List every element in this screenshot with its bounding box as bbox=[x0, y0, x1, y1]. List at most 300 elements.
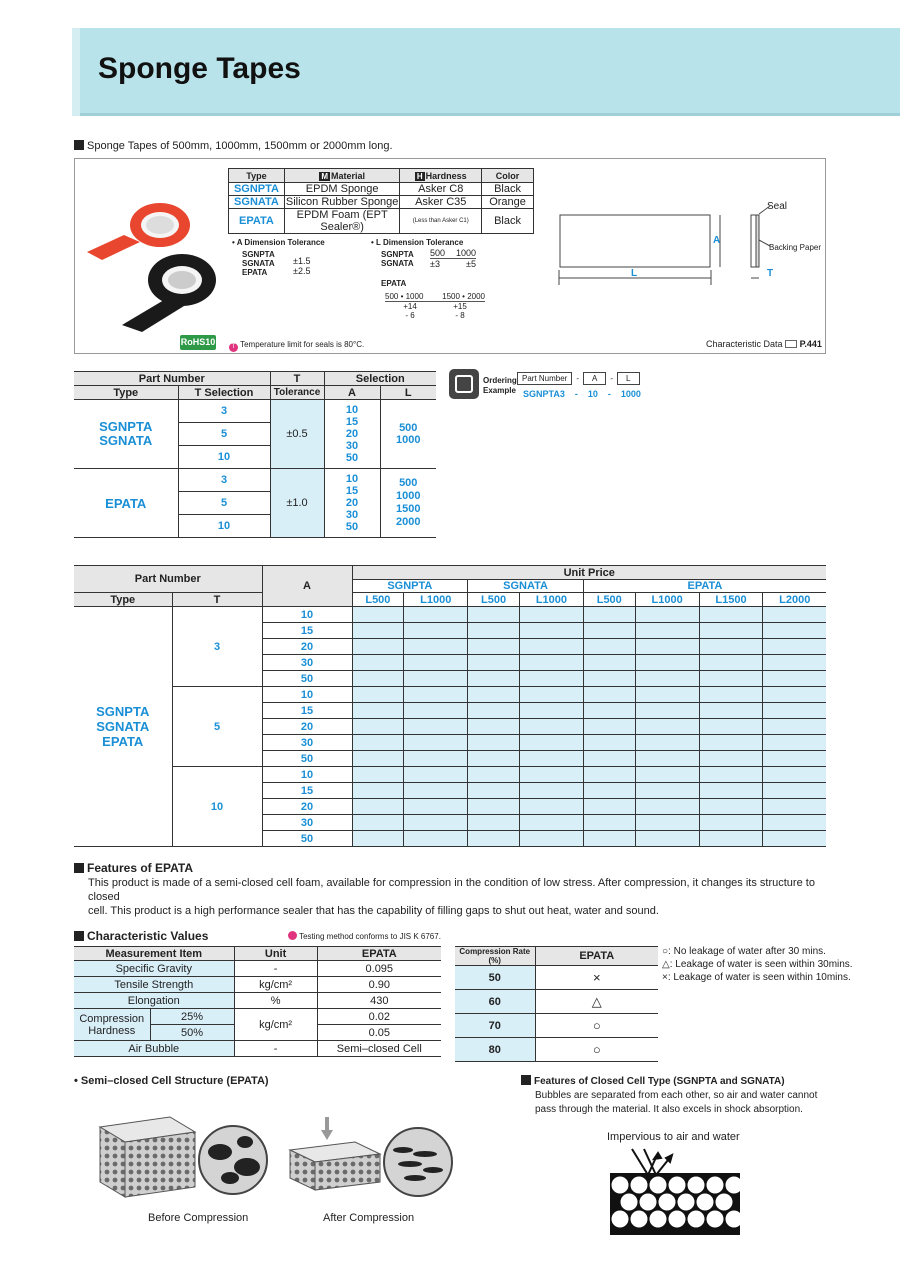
rohs-badge bbox=[180, 335, 216, 350]
price-cell bbox=[519, 767, 583, 783]
price-cell bbox=[635, 783, 699, 799]
l-tolerance-grid bbox=[430, 248, 476, 269]
compression-row bbox=[455, 966, 658, 990]
cv-header-epata: EPATA bbox=[317, 947, 441, 961]
cv-comp-value: 0.02 bbox=[317, 1009, 441, 1025]
price-cell bbox=[352, 735, 404, 751]
dimension-diagram bbox=[555, 200, 820, 305]
price-cell bbox=[404, 671, 468, 687]
ordering-example-l: 1000 bbox=[620, 389, 641, 399]
sel-a: 20 bbox=[345, 497, 359, 509]
section-marker bbox=[74, 140, 84, 150]
tape-rolls-image bbox=[82, 190, 222, 335]
a-tolerance-title: • A Dimension Tolerance bbox=[232, 238, 325, 247]
price-t: 5 bbox=[172, 687, 262, 767]
price-cell bbox=[763, 671, 826, 687]
price-cell bbox=[635, 767, 699, 783]
sel-header-t-selection: T Selection bbox=[178, 386, 270, 400]
before-compression-image bbox=[95, 1112, 270, 1207]
ordering-phone-icon bbox=[449, 369, 479, 399]
legend-item bbox=[662, 945, 853, 958]
features-epata-text bbox=[88, 876, 828, 918]
price-a: 15 bbox=[262, 783, 352, 799]
price-a: 20 bbox=[262, 799, 352, 815]
price-cell bbox=[468, 623, 520, 639]
char-data-label: Characteristic Data bbox=[706, 339, 783, 349]
price-cell bbox=[635, 671, 699, 687]
sel-l: 500 bbox=[399, 422, 418, 434]
price-a: 50 bbox=[262, 831, 352, 847]
compression-result: △ bbox=[535, 990, 658, 1014]
after-compression-image bbox=[285, 1112, 460, 1207]
price-cell bbox=[404, 831, 468, 847]
price-cell bbox=[519, 623, 583, 639]
sel-t: 3 bbox=[178, 469, 270, 492]
price-cell bbox=[519, 607, 583, 623]
price-cell bbox=[635, 655, 699, 671]
price-cell bbox=[583, 799, 635, 815]
price-cell bbox=[763, 799, 826, 815]
price-cell bbox=[404, 783, 468, 799]
sel-l: 1500 bbox=[396, 503, 421, 515]
char-values-title-text: Characteristic Values bbox=[87, 929, 209, 943]
price-cell bbox=[404, 687, 468, 703]
price-cell bbox=[699, 655, 763, 671]
l-tol-epata-minus: - 8 bbox=[455, 311, 465, 320]
features-epata-line: This product is made of a semi-closed cell foam, available for compression in the condition of low stress. After compression, it changes its structure to closed bbox=[88, 877, 815, 903]
l-tol-col: 1000 bbox=[455, 248, 476, 258]
price-cell bbox=[352, 783, 404, 799]
legend-item bbox=[662, 958, 853, 971]
cv-comp-value: 0.05 bbox=[317, 1025, 441, 1041]
rohs-label: RoHS10 bbox=[180, 337, 216, 347]
price-cell bbox=[635, 735, 699, 751]
spec-color: Black bbox=[482, 209, 534, 234]
cv-comp-unit: kg/cm² bbox=[234, 1009, 317, 1041]
closed-cell-line: pass through the material. It also excels in shock absorption. bbox=[535, 1104, 803, 1115]
price-header-type: Type bbox=[74, 593, 172, 607]
price-col-header: L500 bbox=[352, 593, 404, 607]
price-cell bbox=[519, 671, 583, 687]
sel-tolerance: ±1.0 bbox=[270, 469, 324, 538]
tape-strip-shape bbox=[560, 215, 710, 267]
price-cell bbox=[583, 703, 635, 719]
price-a: 10 bbox=[262, 687, 352, 703]
price-a: 30 bbox=[262, 655, 352, 671]
sel-type: SGNPTA bbox=[99, 419, 153, 434]
compression-rate: 50 bbox=[455, 966, 535, 990]
price-cell bbox=[468, 751, 520, 767]
l-tol-epata-col: 500 • 1000 bbox=[385, 292, 424, 301]
price-table bbox=[74, 565, 826, 847]
ordering-box-l: L bbox=[617, 372, 639, 385]
price-cell bbox=[699, 671, 763, 687]
sel-l: 1000 bbox=[396, 434, 421, 446]
sel-row bbox=[74, 469, 436, 492]
spec-header-type: Type bbox=[229, 169, 285, 183]
price-cell bbox=[404, 655, 468, 671]
price-cell bbox=[352, 703, 404, 719]
spec-header-hardness-label: Hardness bbox=[425, 170, 467, 181]
backing-paper-shape bbox=[756, 215, 759, 267]
sel-t: 5 bbox=[178, 423, 270, 446]
after-compression-label: After Compression bbox=[323, 1212, 415, 1224]
sel-t: 10 bbox=[178, 515, 270, 538]
price-cell bbox=[352, 671, 404, 687]
l-tolerance-types bbox=[381, 250, 414, 268]
compression-rate: 80 bbox=[455, 1038, 535, 1062]
sel-a: 10 bbox=[345, 473, 359, 485]
l-tol-col: 500 bbox=[430, 248, 446, 258]
price-t: 10 bbox=[172, 767, 262, 847]
price-cell bbox=[763, 719, 826, 735]
price-type: EPATA bbox=[102, 734, 144, 749]
sel-row bbox=[74, 400, 436, 423]
cv-item: Elongation bbox=[74, 993, 234, 1009]
compression-header-rate: Compression Rate (%) bbox=[455, 947, 535, 966]
price-cell bbox=[352, 767, 404, 783]
price-cell bbox=[519, 687, 583, 703]
price-cell bbox=[583, 671, 635, 687]
price-t: 3 bbox=[172, 607, 262, 687]
price-cell bbox=[519, 639, 583, 655]
l-label: L bbox=[631, 268, 638, 279]
spec-row bbox=[229, 183, 534, 196]
tape-side-profile bbox=[751, 215, 756, 267]
price-cell bbox=[468, 687, 520, 703]
price-a: 10 bbox=[262, 767, 352, 783]
l-tol-epata-minus: - 6 bbox=[405, 311, 415, 320]
price-series-epata: EPATA bbox=[583, 580, 826, 593]
char-data-ref bbox=[706, 339, 822, 349]
sel-l-cell bbox=[380, 469, 436, 538]
price-cell bbox=[352, 655, 404, 671]
price-col-header: L2000 bbox=[763, 593, 826, 607]
cv-unit: % bbox=[234, 993, 317, 1009]
price-cell bbox=[699, 639, 763, 655]
l-tol-epata-plus: +14 bbox=[403, 302, 417, 311]
cv-row bbox=[74, 1041, 441, 1057]
price-cell bbox=[635, 623, 699, 639]
price-cell bbox=[583, 831, 635, 847]
a-tolerance-types bbox=[242, 250, 275, 277]
closed-cell-title-text: Features of Closed Cell Type (SGNPTA and SGNATA) bbox=[534, 1076, 785, 1087]
price-cell bbox=[635, 751, 699, 767]
spec-header-color: Color bbox=[482, 169, 534, 183]
price-col-header: L1500 bbox=[699, 593, 763, 607]
price-cell bbox=[352, 831, 404, 847]
price-a: 20 bbox=[262, 719, 352, 735]
selection-table bbox=[74, 371, 436, 538]
backing-paper-label: Backing Paper bbox=[769, 243, 822, 252]
spec-header-material-label: Material bbox=[330, 170, 365, 181]
hardness-badge: H bbox=[416, 171, 423, 181]
compression-row bbox=[455, 990, 658, 1014]
page-ref-icon bbox=[785, 340, 797, 348]
deflect-arrows-icon bbox=[632, 1149, 672, 1175]
l-tol-epata-label: EPATA bbox=[381, 279, 407, 288]
page-title: Sponge Tapes bbox=[98, 52, 301, 85]
price-cell bbox=[468, 671, 520, 687]
cv-header-unit: Unit bbox=[234, 947, 317, 961]
cv-compression-line: Compression bbox=[79, 1012, 145, 1025]
price-cell bbox=[763, 783, 826, 799]
cv-row bbox=[74, 977, 441, 993]
price-cell bbox=[583, 623, 635, 639]
closed-cell-text bbox=[535, 1089, 817, 1117]
t-label: T bbox=[767, 268, 774, 279]
a-tol-value: ±1.5 bbox=[293, 256, 311, 266]
cv-row bbox=[74, 993, 441, 1009]
price-a: 20 bbox=[262, 639, 352, 655]
a-tol-type: EPATA bbox=[242, 268, 268, 277]
price-header-part-number: Part Number bbox=[74, 566, 262, 593]
price-cell bbox=[352, 751, 404, 767]
closed-cell-title bbox=[521, 1075, 785, 1087]
sel-header-part-number: Part Number bbox=[74, 372, 270, 386]
price-cell bbox=[635, 831, 699, 847]
sel-header-tolerance: Tolerance bbox=[270, 386, 324, 400]
sel-type: EPATA bbox=[105, 495, 147, 511]
testing-note bbox=[288, 931, 441, 941]
cv-unit: - bbox=[234, 961, 317, 977]
price-type-cell bbox=[74, 607, 172, 847]
compression-row bbox=[455, 1038, 658, 1062]
ordering-format bbox=[517, 372, 640, 385]
price-col-header: L500 bbox=[583, 593, 635, 607]
l-tol-value: ±3 bbox=[430, 259, 440, 269]
price-cell bbox=[763, 735, 826, 751]
spec-hardness: (Less than Asker C1) bbox=[400, 209, 482, 234]
spec-type: SGNATA bbox=[229, 196, 285, 209]
a-tol-type: SGNATA bbox=[242, 259, 275, 268]
price-cell bbox=[468, 815, 520, 831]
l-tol-value: ±5 bbox=[466, 259, 476, 269]
intro-line bbox=[74, 140, 393, 152]
compression-row bbox=[455, 1014, 658, 1038]
price-a: 50 bbox=[262, 671, 352, 687]
l-tol-type: SGNATA bbox=[381, 259, 414, 268]
compression-rate: 70 bbox=[455, 1014, 535, 1038]
price-header-t: T bbox=[172, 593, 262, 607]
price-cell bbox=[583, 655, 635, 671]
cv-item: Specific Gravity bbox=[74, 961, 234, 977]
price-cell bbox=[519, 799, 583, 815]
price-a: 30 bbox=[262, 815, 352, 831]
sel-l-cell bbox=[380, 400, 436, 469]
price-cell bbox=[352, 799, 404, 815]
compression-header-epata: EPATA bbox=[535, 947, 658, 966]
ordering-example-sep: - bbox=[607, 389, 611, 399]
sel-a: 20 bbox=[345, 428, 359, 440]
impervious-label: Impervious to air and water bbox=[607, 1131, 740, 1143]
price-cell bbox=[699, 815, 763, 831]
price-cell bbox=[404, 623, 468, 639]
ordering-example-sep: - bbox=[574, 389, 578, 399]
spec-table bbox=[228, 168, 534, 234]
price-cell bbox=[583, 735, 635, 751]
a-tol-value: ±2.5 bbox=[293, 266, 311, 276]
temperature-note bbox=[229, 340, 364, 352]
price-cell bbox=[699, 783, 763, 799]
intro-text: Sponge Tapes of 500mm, 1000mm, 1500mm or 2000mm long. bbox=[87, 140, 393, 152]
a-label: A bbox=[713, 235, 721, 246]
price-cell bbox=[404, 735, 468, 751]
closed-cell-diagram bbox=[610, 1145, 740, 1235]
compression-result: × bbox=[535, 966, 658, 990]
price-col-header: L1000 bbox=[635, 593, 699, 607]
ordering-sep: - bbox=[610, 374, 614, 383]
price-cell bbox=[404, 719, 468, 735]
l-tol-epata-plus: +15 bbox=[453, 302, 467, 311]
price-cell bbox=[519, 719, 583, 735]
price-cell bbox=[583, 639, 635, 655]
ordering-example bbox=[523, 389, 641, 399]
features-epata-title-text: Features of EPATA bbox=[87, 861, 194, 875]
price-cell bbox=[635, 815, 699, 831]
price-cell bbox=[352, 687, 404, 703]
sel-a-cell bbox=[324, 469, 380, 538]
ordering-example-a: 10 bbox=[587, 389, 598, 399]
price-cell bbox=[352, 623, 404, 639]
price-cell bbox=[352, 719, 404, 735]
l-tolerance-title: • L Dimension Tolerance bbox=[371, 238, 464, 247]
price-series-sgnata: SGNATA bbox=[468, 580, 584, 593]
ordering-label bbox=[483, 376, 517, 396]
section-marker bbox=[74, 863, 84, 873]
price-cell bbox=[519, 751, 583, 767]
price-cell bbox=[583, 767, 635, 783]
price-col-header: L500 bbox=[468, 593, 520, 607]
price-row bbox=[74, 607, 826, 623]
price-row bbox=[74, 687, 826, 703]
sel-l: 1000 bbox=[396, 490, 421, 502]
price-cell bbox=[699, 799, 763, 815]
price-cell bbox=[763, 655, 826, 671]
price-cell bbox=[763, 607, 826, 623]
legend-item bbox=[662, 971, 853, 984]
closed-cell-bubbles bbox=[611, 1176, 740, 1228]
char-values-table bbox=[74, 946, 441, 1057]
cv-value: 430 bbox=[317, 993, 441, 1009]
char-data-page[interactable]: P.441 bbox=[799, 339, 822, 349]
spec-header-material bbox=[284, 169, 399, 183]
price-cell bbox=[763, 623, 826, 639]
price-cell bbox=[352, 607, 404, 623]
price-a: 30 bbox=[262, 735, 352, 751]
semi-closed-title: • Semi–closed Cell Structure (EPATA) bbox=[74, 1075, 269, 1087]
price-row bbox=[74, 767, 826, 783]
sel-l: 500 bbox=[399, 477, 418, 489]
price-cell bbox=[699, 719, 763, 735]
section-marker bbox=[74, 931, 84, 941]
section-marker bbox=[521, 1075, 531, 1085]
compression-table bbox=[455, 946, 658, 1062]
price-cell bbox=[583, 815, 635, 831]
price-cell bbox=[635, 719, 699, 735]
sel-a: 15 bbox=[345, 485, 359, 497]
price-cell bbox=[404, 639, 468, 655]
price-cell bbox=[763, 815, 826, 831]
price-series-sgnpta: SGNPTA bbox=[352, 580, 468, 593]
sel-a-cell bbox=[324, 400, 380, 469]
price-cell bbox=[404, 607, 468, 623]
price-col-header: L1000 bbox=[519, 593, 583, 607]
spec-material: Silicon Rubber Sponge bbox=[285, 196, 399, 208]
cv-value: 0.90 bbox=[317, 977, 441, 993]
price-cell bbox=[583, 783, 635, 799]
spec-header-hardness bbox=[400, 169, 482, 183]
legend-symbol: × bbox=[662, 972, 668, 983]
price-cell bbox=[519, 831, 583, 847]
legend-text: : Leakage of water is seen within 10mins. bbox=[667, 972, 851, 983]
temperature-note-text: Temperature limit for seals is 80°C. bbox=[240, 340, 365, 349]
sel-a: 50 bbox=[345, 521, 359, 533]
price-type: SGNPTA bbox=[96, 704, 150, 719]
sel-t: 5 bbox=[178, 492, 270, 515]
price-cell bbox=[763, 687, 826, 703]
legend-symbol: △ bbox=[662, 959, 670, 970]
features-epata-line: cell. This product is a high performance sealer that has the capability of filling gaps to shut out heat, water and sound. bbox=[88, 905, 659, 917]
sel-a: 10 bbox=[345, 404, 359, 416]
price-cell bbox=[519, 703, 583, 719]
spec-hardness: Asker C35 bbox=[400, 196, 482, 209]
price-cell bbox=[519, 735, 583, 751]
price-a: 10 bbox=[262, 607, 352, 623]
compression-result: ○ bbox=[535, 1014, 658, 1038]
compression-result: ○ bbox=[535, 1038, 658, 1062]
price-cell bbox=[519, 815, 583, 831]
sel-header-a: A bbox=[324, 386, 380, 400]
sel-header-t: T bbox=[270, 372, 324, 386]
legend-symbol: ○ bbox=[662, 946, 669, 957]
price-cell bbox=[699, 687, 763, 703]
cv-unit: - bbox=[234, 1041, 317, 1057]
price-cell bbox=[635, 799, 699, 815]
price-cell bbox=[699, 831, 763, 847]
price-cell bbox=[468, 767, 520, 783]
spec-row bbox=[229, 209, 534, 234]
note-icon bbox=[288, 931, 297, 940]
price-cell bbox=[404, 751, 468, 767]
price-cell bbox=[404, 703, 468, 719]
cv-row bbox=[74, 961, 441, 977]
price-cell bbox=[468, 799, 520, 815]
l-tol-epata-grid bbox=[385, 292, 485, 320]
material-badge: M bbox=[321, 171, 328, 181]
price-cell bbox=[763, 831, 826, 847]
price-cell bbox=[468, 655, 520, 671]
cv-item: Air Bubble bbox=[74, 1041, 234, 1057]
sel-a: 50 bbox=[345, 452, 359, 464]
sel-a: 15 bbox=[345, 416, 359, 428]
compress-arrow-icon bbox=[321, 1117, 333, 1140]
price-header-unit-price: Unit Price bbox=[352, 566, 826, 580]
price-col-header: L1000 bbox=[404, 593, 468, 607]
seal-label: Seal bbox=[767, 201, 788, 212]
sel-header-selection: Selection bbox=[324, 372, 436, 386]
price-cell bbox=[583, 719, 635, 735]
price-header-a: A bbox=[262, 566, 352, 607]
sel-t: 10 bbox=[178, 446, 270, 469]
ordering-sep: - bbox=[576, 374, 580, 383]
red-tape-roll bbox=[87, 203, 190, 260]
price-cell bbox=[635, 703, 699, 719]
closed-cell-line: Bubbles are separated from each other, so air and water cannot bbox=[535, 1090, 818, 1101]
sel-t: 3 bbox=[178, 400, 270, 423]
ordering-box-part: Part Number bbox=[517, 372, 572, 385]
ordering-label-line: Ordering bbox=[483, 376, 517, 385]
